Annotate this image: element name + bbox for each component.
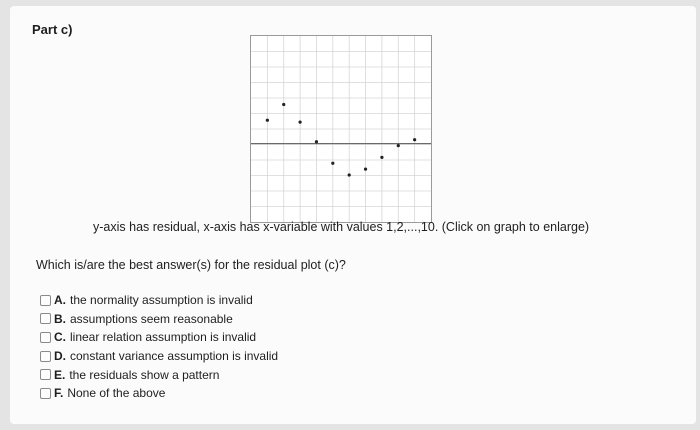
checkbox[interactable] — [40, 313, 51, 324]
checkbox[interactable] — [40, 369, 51, 380]
option-letter: B. — [54, 311, 66, 326]
option-text: constant variance assumption is invalid — [70, 349, 279, 364]
option-text: None of the above — [67, 386, 166, 401]
option-e[interactable] — [40, 365, 278, 384]
data-point — [266, 119, 269, 122]
checkbox[interactable] — [40, 388, 51, 399]
option-f[interactable] — [40, 384, 278, 403]
data-point — [331, 162, 334, 165]
option-text: linear relation assumption is invalid — [70, 330, 257, 345]
option-letter: A. — [54, 293, 66, 308]
data-point — [348, 173, 351, 176]
data-point — [282, 103, 285, 106]
checkbox[interactable] — [40, 295, 51, 306]
answer-options — [40, 291, 278, 403]
option-text: assumptions seem reasonable — [70, 311, 233, 326]
plot-caption: y-axis has residual, x-axis has x-variable with values 1,2,...,10. (Click on graph to enlarge) — [93, 220, 590, 234]
data-point — [397, 144, 400, 147]
data-point — [298, 121, 301, 124]
option-b[interactable] — [40, 310, 278, 329]
data-point — [380, 156, 383, 159]
option-text: the normality assumption is invalid — [70, 293, 253, 308]
part-title: Part c) — [32, 22, 73, 37]
data-point — [364, 168, 367, 171]
option-a[interactable] — [40, 291, 278, 310]
option-letter: C. — [54, 330, 66, 345]
question-panel — [10, 6, 696, 424]
option-d[interactable] — [40, 347, 278, 366]
question-text: Which is/are the best answer(s) for the residual plot (c)? — [36, 258, 346, 272]
residual-plot[interactable] — [250, 35, 432, 223]
residual-plot-svg[interactable] — [250, 35, 432, 223]
option-text: the residuals show a pattern — [69, 367, 220, 382]
option-c[interactable] — [40, 328, 278, 347]
option-letter: D. — [54, 349, 66, 364]
data-point — [315, 140, 318, 143]
checkbox[interactable] — [40, 351, 51, 362]
option-letter: E. — [54, 367, 66, 382]
option-letter: F. — [54, 386, 64, 401]
data-point — [413, 138, 416, 141]
checkbox[interactable] — [40, 332, 51, 343]
